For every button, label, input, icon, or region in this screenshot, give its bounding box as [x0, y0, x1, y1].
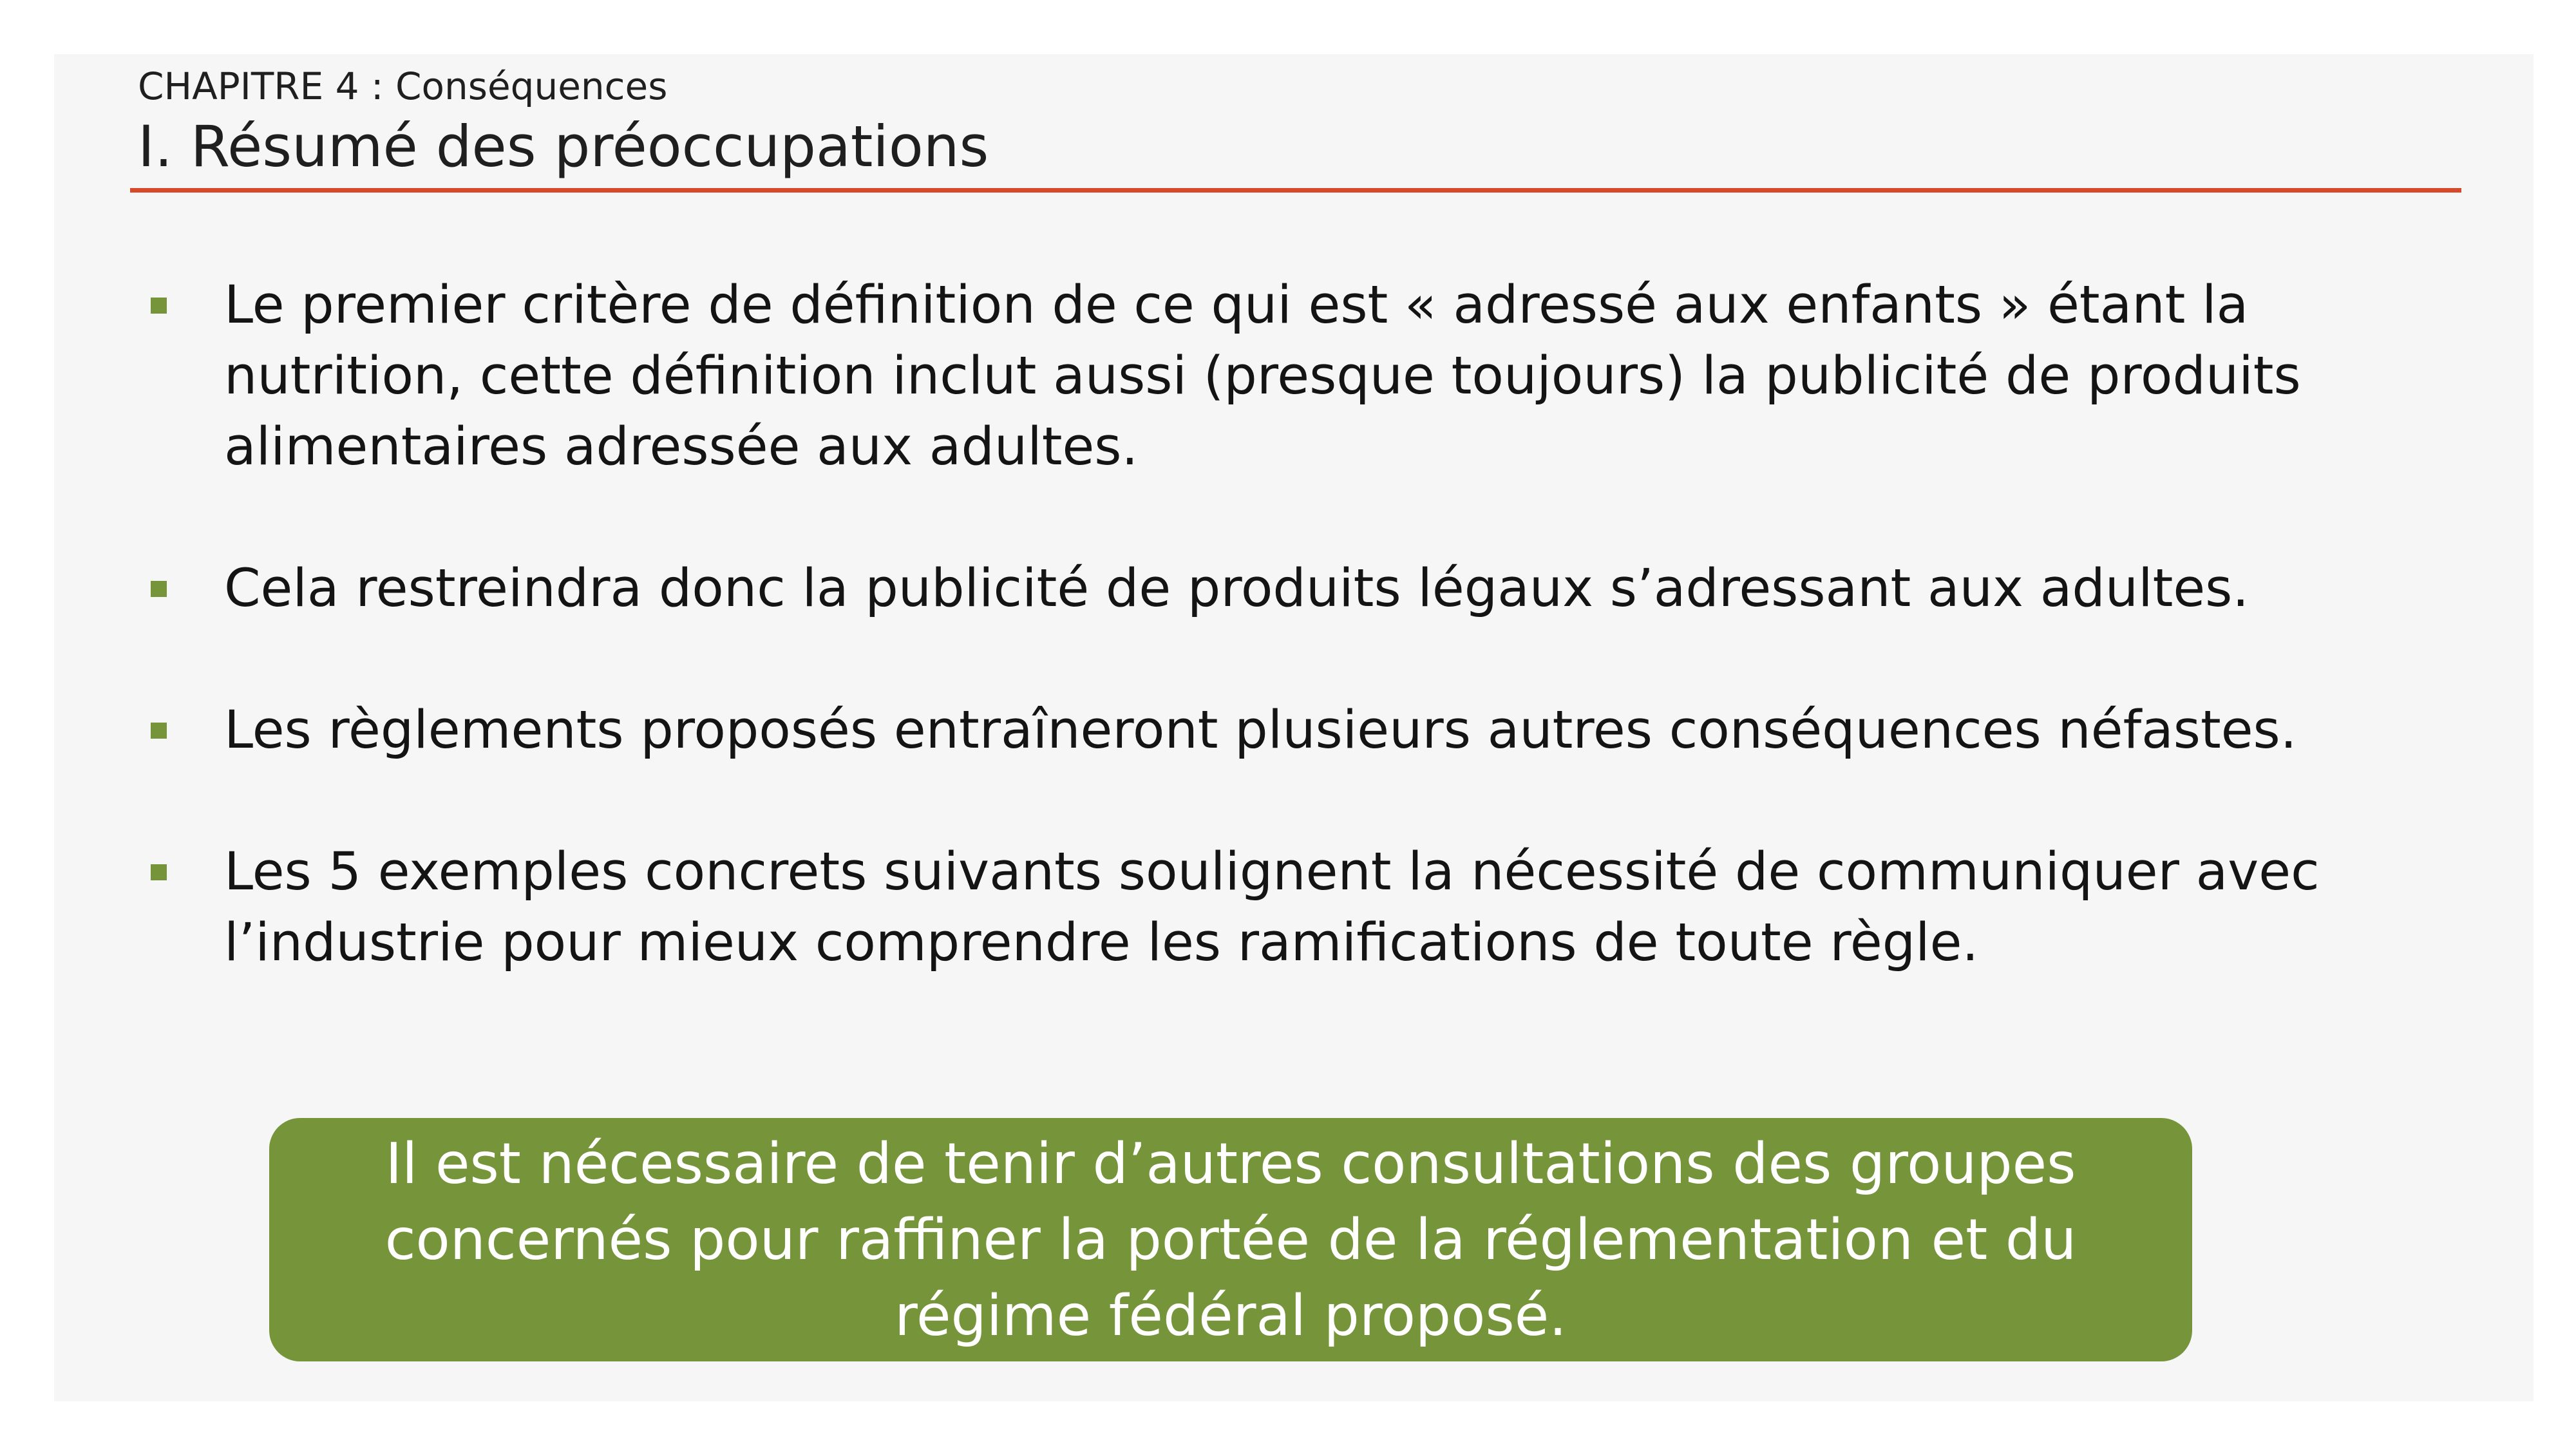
- slide: [54, 54, 2533, 1401]
- square-bullet-icon: [151, 581, 167, 597]
- chapter-label: CHAPITRE 4 : Conséquences: [138, 64, 668, 108]
- bullet-item: [151, 553, 2405, 624]
- square-bullet-icon: [151, 864, 167, 880]
- title-underline: [130, 188, 2461, 193]
- bullet-text: Le premier critère de définition de ce qui est « adressé aux enfants » étant la nutrition, cette définition inclut aussi (presque toujours) la publicité de produits alimentaires adressée aux adultes.: [224, 275, 2301, 477]
- bullet-text: Les 5 exemples concrets suivants soulignent la nécessité de communiquer avec l’industrie pour mieux comprendre les ramifications de toute règle.: [224, 842, 2320, 973]
- bullet-list: [151, 270, 2405, 1049]
- callout-box: [269, 1118, 2192, 1361]
- callout-text: Il est nécessaire de tenir d’autres consultations des groupes concernés pour raffiner la portée de la réglementation et du régime fédéral proposé.: [384, 1131, 2077, 1349]
- bullet-text: Cela restreindra donc la publicité de produits légaux s’adressant aux adultes.: [224, 558, 2249, 619]
- bullet-item: [151, 695, 2405, 766]
- square-bullet-icon: [151, 298, 167, 314]
- bullet-item: [151, 270, 2405, 482]
- bullet-item: [151, 837, 2405, 978]
- slide-title: I. Résumé des préoccupations: [138, 113, 989, 180]
- square-bullet-icon: [151, 723, 167, 739]
- bullet-text: Les règlements proposés entraîneront plusieurs autres conséquences néfastes.: [224, 700, 2297, 761]
